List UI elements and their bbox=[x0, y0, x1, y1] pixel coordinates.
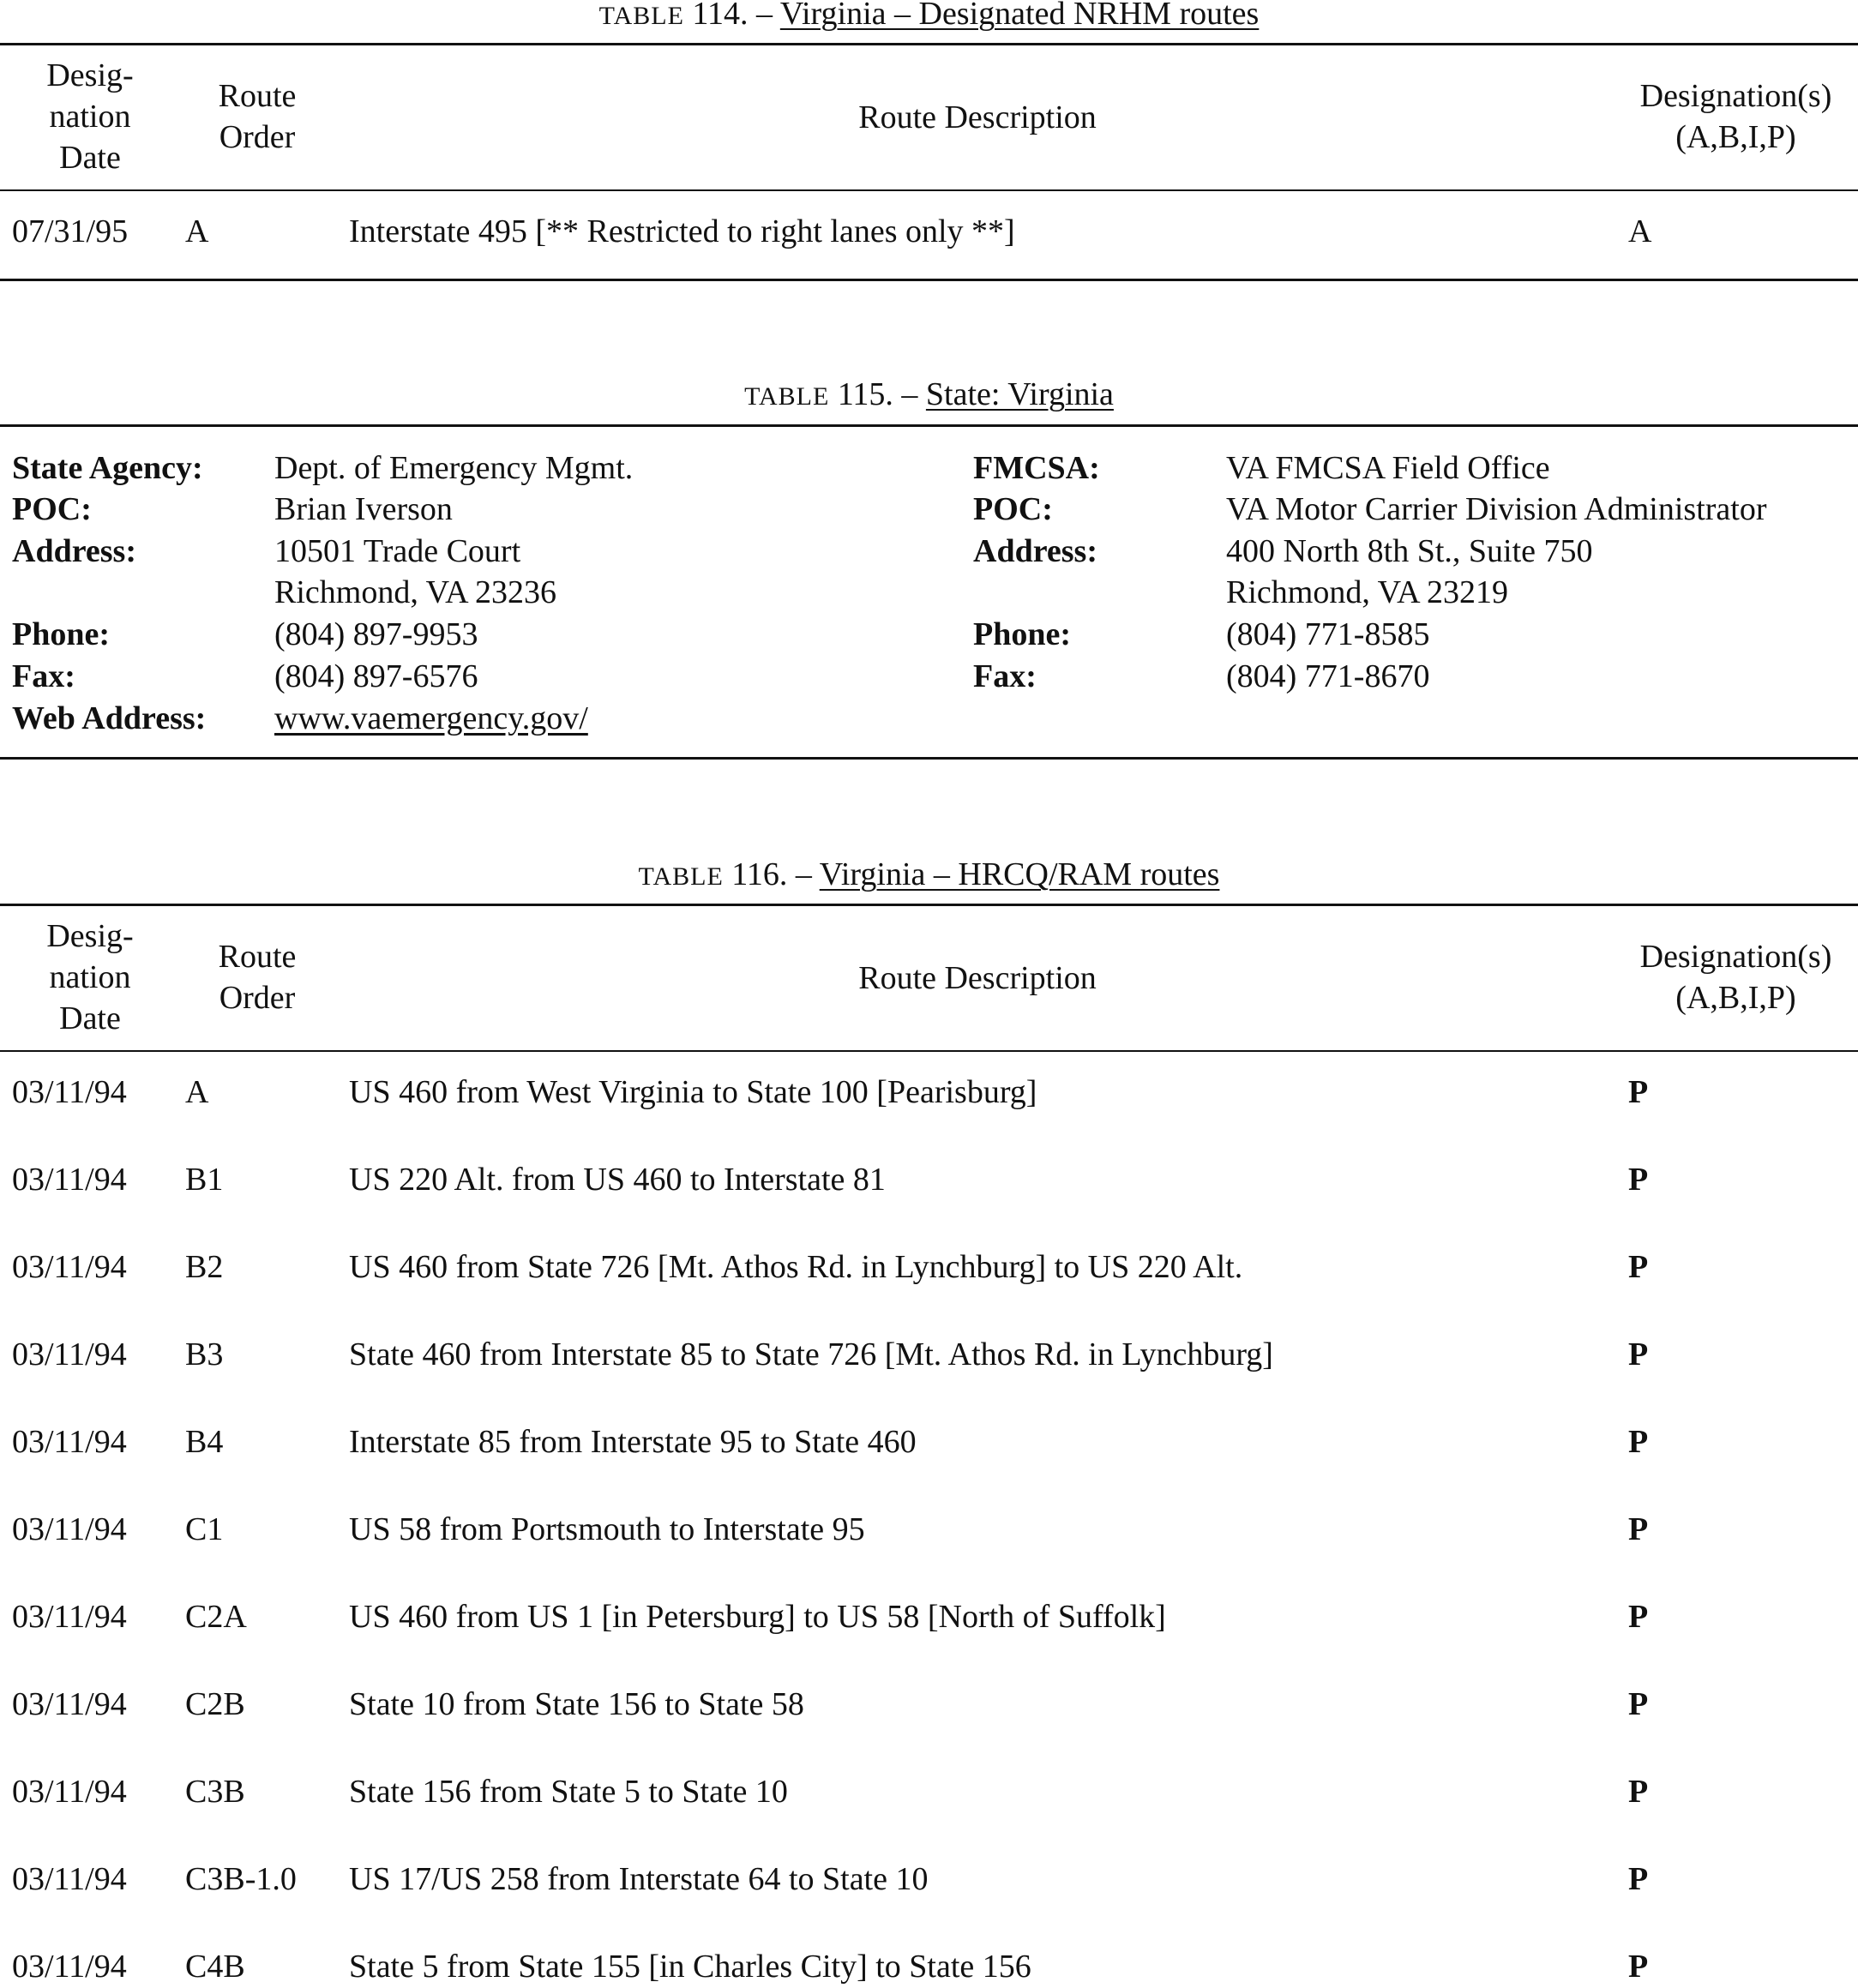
row-order: C3B-1.0 bbox=[185, 1861, 297, 1897]
row-designation: P bbox=[1628, 1686, 1649, 1722]
table-row bbox=[0, 1246, 1858, 1334]
state-phone-value: (804) 897-9953 bbox=[274, 616, 478, 652]
row-designation: P bbox=[1628, 1074, 1649, 1110]
row-order: C4B bbox=[185, 1949, 245, 1985]
fmcsa-phone-value: (804) 771-8585 bbox=[1226, 616, 1430, 652]
table-row bbox=[0, 1859, 1858, 1946]
header-designations: Designation(s) (A,B,I,P) bbox=[1639, 939, 1832, 1016]
row-date: 03/11/94 bbox=[12, 1511, 127, 1547]
row-date: 03/11/94 bbox=[12, 1686, 127, 1722]
state-agency-value: Dept. of Emergency Mgmt. bbox=[274, 450, 634, 486]
row-order: C2A bbox=[185, 1599, 247, 1635]
table-row bbox=[0, 1509, 1858, 1596]
row-description: State 10 from State 156 to State 58 bbox=[349, 1686, 804, 1722]
row-designation: P bbox=[1628, 1861, 1649, 1897]
table-row bbox=[0, 1771, 1858, 1859]
caption-title: State: Virginia bbox=[925, 376, 1114, 412]
caption-number: 116. – bbox=[731, 856, 812, 892]
fmcsa-address-label: Address: bbox=[973, 533, 1097, 569]
header-designation-date: Desig- nation Date bbox=[46, 918, 134, 1036]
row-description: US 460 from State 726 [Mt. Athos Rd. in Lynchburg] to US 220 Alt. bbox=[349, 1249, 1243, 1285]
fmcsa-poc-value: VA Motor Carrier Division Administrator bbox=[1226, 491, 1767, 527]
row-designation: P bbox=[1628, 1949, 1649, 1985]
table-row bbox=[0, 1072, 1858, 1159]
table-114-caption bbox=[0, 0, 1858, 33]
caption-prefix: TABLE bbox=[638, 862, 724, 891]
row-description: Interstate 495 [** Restricted to right lanes only **] bbox=[349, 213, 1015, 249]
state-agency-label: State Agency: bbox=[12, 450, 203, 486]
row-order: B1 bbox=[185, 1162, 224, 1198]
fmcsa-label: FMCSA: bbox=[973, 450, 1100, 486]
header-route-order: Route Order bbox=[218, 78, 297, 155]
row-designation: P bbox=[1628, 1249, 1649, 1285]
row-order: C1 bbox=[185, 1511, 224, 1547]
row-designation: A bbox=[1628, 213, 1652, 249]
row-description: US 17/US 258 from Interstate 64 to State 10 bbox=[349, 1861, 929, 1897]
fmcsa-poc-label: POC: bbox=[973, 491, 1053, 527]
table-114-header-rule bbox=[0, 189, 1858, 191]
row-date: 03/11/94 bbox=[12, 1424, 127, 1460]
row-designation: P bbox=[1628, 1162, 1649, 1198]
row-date: 03/11/94 bbox=[12, 1162, 127, 1198]
caption-title: Virginia – HRCQ/RAM routes bbox=[819, 856, 1220, 892]
fmcsa-address-line1: 400 North 8th St., Suite 750 bbox=[1226, 533, 1593, 569]
table-row bbox=[0, 1421, 1858, 1509]
table-116-top-rule bbox=[0, 904, 1858, 906]
table-116-caption bbox=[0, 857, 1858, 894]
row-order: B2 bbox=[185, 1249, 224, 1285]
row-designation: P bbox=[1628, 1774, 1649, 1810]
row-description: Interstate 85 from Interstate 95 to State 460 bbox=[349, 1424, 917, 1460]
table-row bbox=[0, 1596, 1858, 1684]
row-date: 03/11/94 bbox=[12, 1774, 127, 1810]
row-description: US 220 Alt. from US 460 to Interstate 81 bbox=[349, 1162, 886, 1198]
row-order: C3B bbox=[185, 1774, 245, 1810]
state-web-label: Web Address: bbox=[12, 700, 207, 736]
row-description: State 156 from State 5 to State 10 bbox=[349, 1774, 788, 1810]
table-row bbox=[0, 1684, 1858, 1771]
fmcsa-phone-label: Phone: bbox=[973, 616, 1071, 652]
row-date: 07/31/95 bbox=[12, 213, 129, 249]
table-row bbox=[0, 1159, 1858, 1246]
caption-prefix: TABLE bbox=[744, 382, 830, 411]
table-116-header-rule bbox=[0, 1050, 1858, 1052]
state-fax-value: (804) 897-6576 bbox=[274, 658, 478, 694]
state-poc-label: POC: bbox=[12, 491, 92, 527]
fmcsa-address-line2: Richmond, VA 23219 bbox=[1226, 574, 1509, 610]
header-route-order: Route Order bbox=[218, 939, 297, 1016]
row-designation: P bbox=[1628, 1336, 1649, 1372]
row-date: 03/11/94 bbox=[12, 1074, 127, 1110]
caption-number: 114. – bbox=[692, 0, 773, 32]
row-designation: P bbox=[1628, 1511, 1649, 1547]
row-date: 03/11/94 bbox=[12, 1949, 127, 1985]
table-114-bottom-rule bbox=[0, 279, 1858, 281]
row-description: US 460 from US 1 [in Petersburg] to US 58 [North of Suffolk] bbox=[349, 1599, 1166, 1635]
fmcsa-value: VA FMCSA Field Office bbox=[1226, 450, 1550, 486]
table-115-bottom-rule bbox=[0, 757, 1858, 760]
row-description: US 58 from Portsmouth to Interstate 95 bbox=[349, 1511, 865, 1547]
state-web-link[interactable]: www.vaemergency.gov/ bbox=[274, 700, 588, 736]
row-date: 03/11/94 bbox=[12, 1861, 127, 1897]
state-address-line2: Richmond, VA 23236 bbox=[274, 574, 557, 610]
row-order: A bbox=[185, 213, 209, 249]
caption-prefix: TABLE bbox=[598, 2, 684, 30]
table-row bbox=[0, 1946, 1858, 1988]
header-designations: Designation(s) (A,B,I,P) bbox=[1639, 78, 1832, 155]
fmcsa-fax-value: (804) 771-8670 bbox=[1226, 658, 1430, 694]
row-order: B3 bbox=[185, 1336, 224, 1372]
state-address-label: Address: bbox=[12, 533, 136, 569]
table-115-top-rule bbox=[0, 424, 1858, 427]
caption-title: Virginia – Designated NRHM routes bbox=[779, 0, 1260, 32]
row-order: B4 bbox=[185, 1424, 224, 1460]
row-description: State 460 from Interstate 85 to State 726 [Mt. Athos Rd. in Lynchburg] bbox=[349, 1336, 1273, 1372]
row-order: A bbox=[185, 1074, 209, 1110]
table-115-caption bbox=[0, 377, 1858, 414]
fmcsa-fax-label: Fax: bbox=[973, 658, 1037, 694]
row-date: 03/11/94 bbox=[12, 1336, 127, 1372]
state-fax-label: Fax: bbox=[12, 658, 75, 694]
row-date: 03/11/94 bbox=[12, 1249, 127, 1285]
header-route-description: Route Description bbox=[858, 960, 1097, 996]
caption-number: 115. – bbox=[837, 376, 918, 412]
state-address-line1: 10501 Trade Court bbox=[274, 533, 521, 569]
header-route-description: Route Description bbox=[858, 99, 1097, 135]
table-row bbox=[0, 1334, 1858, 1421]
row-order: C2B bbox=[185, 1686, 245, 1722]
row-description: US 460 from West Virginia to State 100 [Pearisburg] bbox=[349, 1074, 1037, 1110]
row-date: 03/11/94 bbox=[12, 1599, 127, 1635]
state-poc-value: Brian Iverson bbox=[274, 491, 453, 527]
table-114-top-rule bbox=[0, 43, 1858, 45]
state-phone-label: Phone: bbox=[12, 616, 110, 652]
header-designation-date: Desig- nation Date bbox=[46, 57, 134, 176]
row-description: State 5 from State 155 [in Charles City] to State 156 bbox=[349, 1949, 1031, 1985]
row-designation: P bbox=[1628, 1424, 1649, 1460]
row-designation: P bbox=[1628, 1599, 1649, 1635]
